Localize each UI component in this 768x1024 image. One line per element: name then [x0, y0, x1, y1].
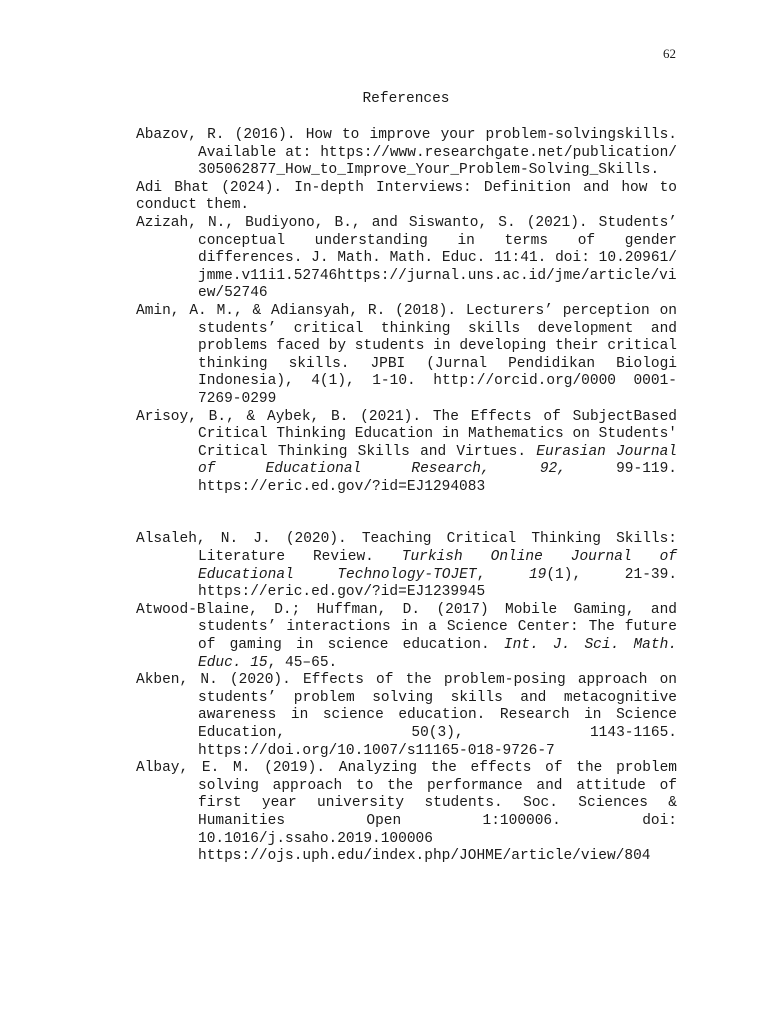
reference-text: Adi Bhat (2024). In-depth Interviews: Definition and how to conduct them.	[136, 179, 677, 214]
reference-text: Atwood-Blaine, D.; Huffman, D. (2017) Mobile Gaming, and students’ interactions in a Science Center: The future of gaming in science education.	[136, 601, 677, 654]
reference-link[interactable]: 10.20961/jmme.v11i1.52746https://jurnal.uns.ac.id/jme/article/view/52746	[198, 250, 677, 302]
reference-text-mid: ,	[476, 566, 529, 583]
journal-title: Eurasian Journal of Educational Research, 92,	[198, 443, 677, 478]
reference-text: Azizah, N., Budiyono, B., and Siswanto, S. (2021). Students’ conceptual understanding in terms of gender differences. J. Math. Math. Educ. 11:41. doi:	[136, 214, 677, 267]
reference-text-end: 99-119. https://eric.ed.gov/?id=EJ1294083	[198, 461, 677, 495]
reference-item	[136, 127, 677, 180]
reference-text: Abazov, R. (2016). How to improve your problem-solvingskills. Available at:	[136, 127, 677, 161]
reference-text: Amin, A. M., & Adiansyah, R. (2018). Lecturers’ perception on students’ critical thinking skills development and problems faced by students in developing their critical thinking skills. JPBI (Jurnal Pendidikan Biologi Indonesia), 4(1), 1-10. http://orcid.org/0000 0001-7269-0299	[136, 302, 677, 407]
page-title: References	[362, 91, 450, 107]
reference-text-end: (1), 21-39. https://eric.ed.gov/?id=EJ1239945	[198, 566, 678, 601]
reference-text: Alsaleh, N. J. (2020). Teaching Critical Thinking Skills: Literature Review.	[136, 531, 677, 566]
reference-item	[136, 215, 677, 303]
reference-item	[136, 180, 677, 215]
reference-item	[136, 531, 677, 601]
journal-title: Turkish Online Journal of Educational Technology-TOJET	[198, 549, 677, 583]
reference-list	[136, 127, 677, 866]
page-number: 62	[663, 46, 676, 61]
reference-text: Albay, E. M. (2019). Analyzing the effects of the problem solving approach to the performance and attitude of first year university students. Soc. Sciences & Humanities Open 1:100006. doi: 10.1016/j.ssaho.2019.100006 https://ojs.uph.edu/index.php/JOHME/article/view/804	[136, 760, 677, 865]
reference-text: Akben, N. (2020). Effects of the problem-posing approach on students’ problem solving skills and metacognitive awareness in science education. Research in Science Education, 50(3), 1143-1165. https://doi.org/10.1007/s11165-018-9726-7	[136, 672, 677, 759]
reference-text-end: , 45–65.	[267, 654, 338, 671]
reference-text: Arisoy, B., & Aybek, B. (2021). The Effects of SubjectBased Critical Thinking Education in Mathematics on Students' Critical Thinking Skills and Virtues.	[136, 408, 677, 460]
reference-item	[136, 672, 677, 760]
reference-item	[136, 303, 677, 409]
reference-item	[136, 602, 677, 672]
reference-item	[136, 409, 677, 497]
journal-volume: 19	[528, 566, 547, 583]
reference-item	[136, 760, 677, 866]
reference-link[interactable]: https://www.researchgate.net/publication/305062877_How_to_Improve_Your_Problem-Solving_Skills.	[198, 144, 677, 179]
journal-title: Int. J. Sci. Math. Educ. 15	[198, 637, 677, 671]
